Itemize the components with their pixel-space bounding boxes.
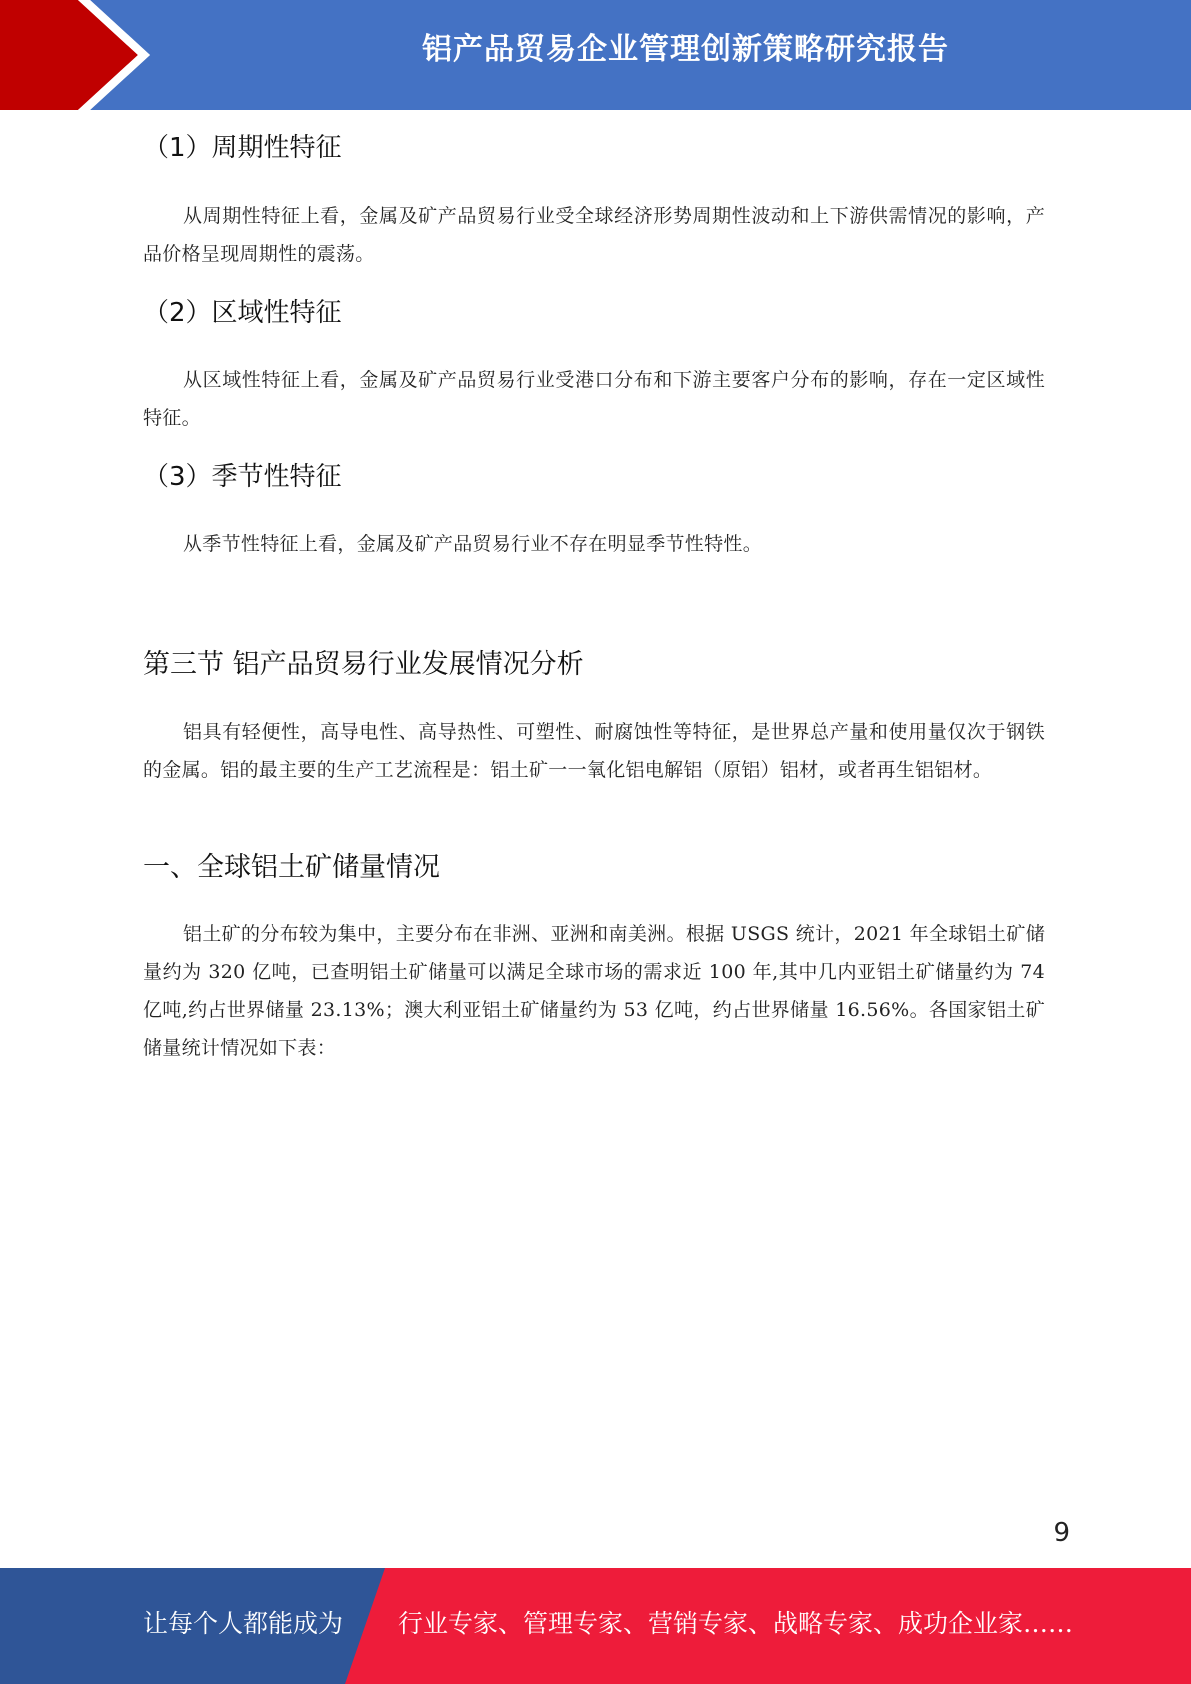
heading-seasonal: （3）季节性特征	[143, 462, 342, 492]
paragraph-seasonal: 从季节性特征上看，金属及矿产品贸易行业不存在明显季节性特性。	[183, 533, 763, 555]
heading-regional: （2）区域性特征	[143, 298, 342, 328]
header-banner	[0, 0, 1191, 110]
paragraph-regional: 从区域性特征上看，金属及矿产品贸易行业受港口分布和下游主要客户分布的影响，存在一定区域性特征。	[143, 369, 1045, 429]
footer-banner	[0, 1568, 1191, 1684]
heading-cyclical: （1）周期性特征	[143, 133, 342, 163]
bauxite-reserves-title: 一、全球铝土矿储量情况	[143, 852, 440, 883]
report-title: 铝产品贸易企业管理创新策略研究报告	[422, 32, 949, 67]
paragraph-bauxite-reserves: 铝土矿的分布较为集中，主要分布在非洲、亚洲和南美洲。根据 USGS 统计，2021 年全球铝土矿储量约为 320 亿吨，已查明铝土矿储量可以满足全球市场的需求近 100 年,其中几内亚铝土矿储量约为 74 亿吨,约占世界储量 23.13%；澳大利亚铝土矿储量约为 53 亿吨，约占世界储量 16.56%。各国家铝土矿储量统计情况如下表：	[143, 923, 1045, 1059]
section-three-title: 第三节 铝产品贸易行业发展情况分析	[143, 649, 584, 680]
page-number: 9	[1053, 1518, 1070, 1548]
footer-slogan-left: 让每个人都能成为	[143, 1609, 344, 1638]
paragraph-aluminum-intro: 铝具有轻便性，高导电性、高导热性、可塑性、耐腐蚀性等特征，是世界总产量和使用量仅次于钢铁的金属。铝的最主要的生产工艺流程是：铝土矿一一氧化铝电解铝（原铝）铝材，或者再生铝铝材。	[143, 721, 1045, 781]
paragraph-cyclical: 从周期性特征上看，金属及矿产品贸易行业受全球经济形势周期性波动和上下游供需情况的影响，产品价格呈现周期性的震荡。	[143, 205, 1045, 265]
footer-slogan-right: 行业专家、管理专家、营销专家、战略专家、成功企业家……	[398, 1609, 1074, 1638]
